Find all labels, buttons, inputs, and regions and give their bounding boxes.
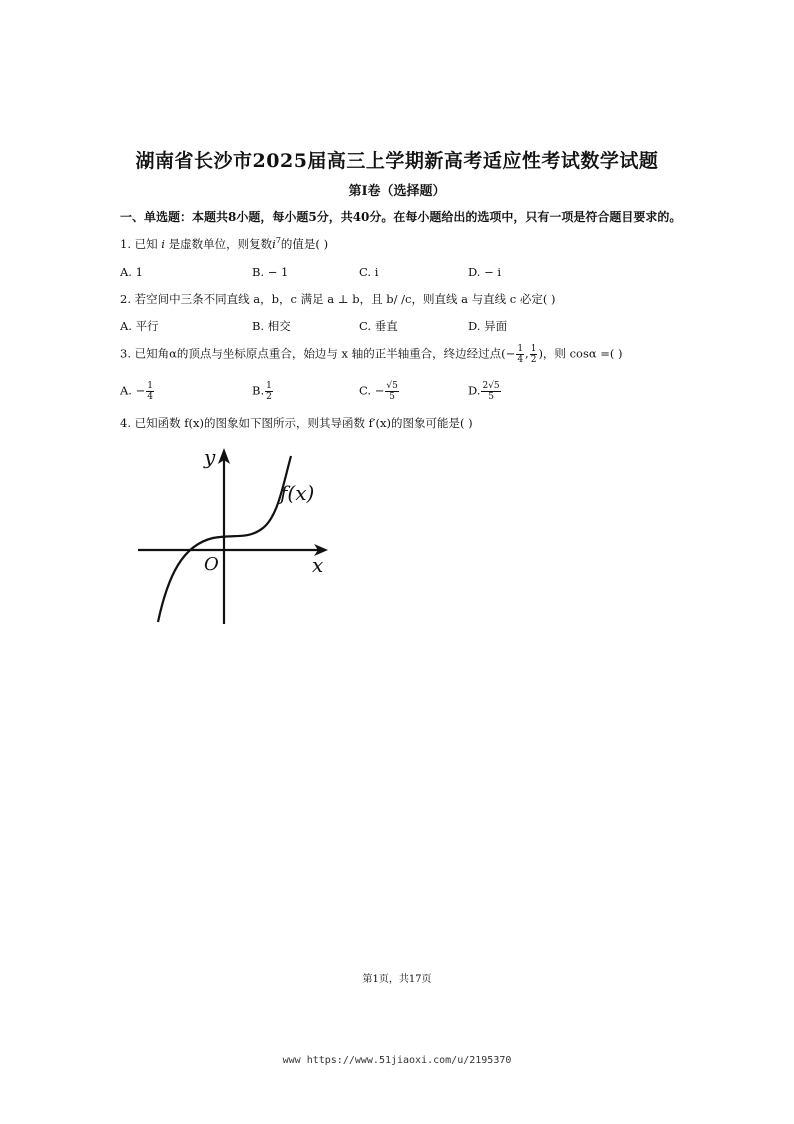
curve-label: f(x) bbox=[280, 481, 315, 505]
q2-option-d: D. 异面 bbox=[468, 319, 508, 333]
question-4-stem: 4. 已知函数 f(x)的图象如下图所示，则其导函数 f′(x)的图象可能是( ) bbox=[120, 416, 473, 430]
q3-option-b: B. $\frac{1}{2}$ bbox=[252, 381, 272, 402]
question-3-stem bbox=[120, 344, 623, 365]
q1-option-a: A. 1 bbox=[120, 265, 143, 279]
q3-option-d: D. $\frac{2√5}{5}$ bbox=[468, 381, 500, 402]
q1-option-d: D. − i bbox=[468, 265, 502, 279]
q3-option-a: A. − $\frac{1}{4}$ bbox=[120, 381, 153, 402]
q1-stem-c: 的值是( ) bbox=[280, 237, 329, 251]
q3-option-c: C. − $\frac{√5}{5}$ bbox=[359, 381, 398, 402]
page-footer: 第1页，共17页 bbox=[362, 974, 432, 985]
q1-power-base: i bbox=[272, 237, 276, 251]
q1-option-c: C. i bbox=[359, 265, 379, 279]
q3-point-x-fraction: $\frac{1}{4}$ bbox=[517, 344, 524, 365]
source-url: www https://www.51jiaoxi.com/u/2195370 bbox=[282, 1055, 512, 1066]
q2-option-b: B. 相交 bbox=[252, 319, 291, 333]
q2-option-c: C. 垂直 bbox=[359, 319, 398, 333]
q1-option-b: B. − 1 bbox=[252, 265, 289, 279]
q1-var-i: i bbox=[161, 237, 165, 251]
q3-stem-b: )，则 cosα =( ) bbox=[538, 346, 623, 361]
x-axis-label: x bbox=[312, 553, 324, 577]
question-2-stem: 2. 若空间中三条不同直线 a，b，c 满足 a ⊥ b，且 b/ /c，则直线 a 与直线 c 必定( ) bbox=[120, 292, 556, 306]
y-axis-label: y bbox=[204, 445, 216, 469]
origin-label: O bbox=[204, 554, 219, 575]
q1-power-exp: 7 bbox=[275, 236, 281, 246]
page-subtitle: 第Ⅰ卷（选择题） bbox=[348, 184, 446, 199]
q3-comma: , bbox=[525, 346, 529, 361]
q3-stem-a: 3. 已知角α的顶点与坐标原点重合，始边与 x 轴的正半轴重合，终边经过点(− bbox=[120, 346, 516, 361]
q1-stem-a: 1. 已知 bbox=[120, 237, 158, 251]
q3-point-y-fraction: $\frac{1}{2}$ bbox=[530, 344, 537, 365]
page-title: 湖南省长沙市2025届高三上学期新高考适应性考试数学试题 bbox=[135, 150, 659, 172]
section-heading: 一、单选题：本题共8小题，每小题5分，共40分。在每小题给出的选项中，只有一项是符合题目要求的。 bbox=[120, 210, 682, 224]
q2-option-a: A. 平行 bbox=[120, 319, 159, 333]
function-graph bbox=[128, 440, 338, 630]
question-1-stem bbox=[120, 236, 328, 252]
q1-stem-b: 是虚数单位，则复数 bbox=[168, 237, 273, 251]
